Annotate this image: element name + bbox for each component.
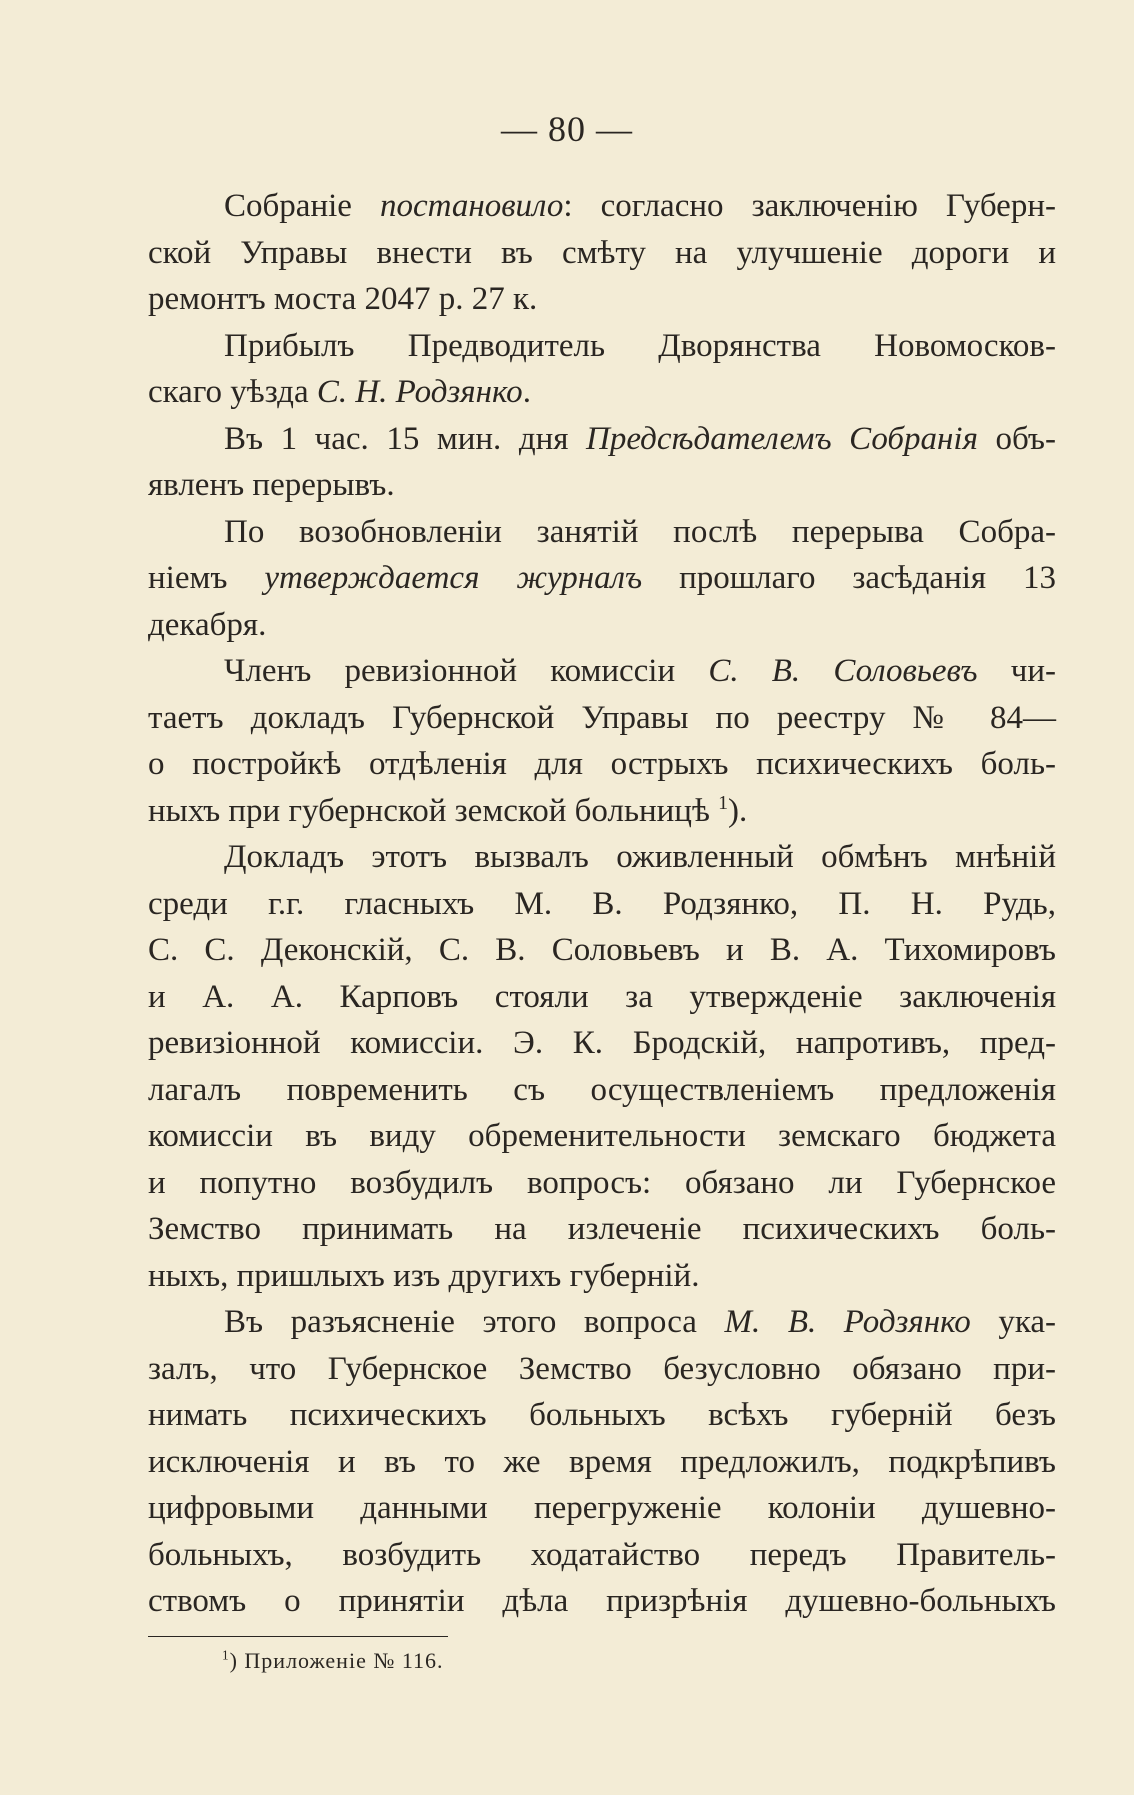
text-line <box>148 834 1056 881</box>
text-line <box>148 1067 1056 1114</box>
text-run: Собраніе <box>224 188 380 224</box>
text-line <box>148 741 1056 788</box>
text-line <box>148 1253 1056 1300</box>
text-line <box>148 1020 1056 1067</box>
text-run: ской Управы внести въ смѣту на улучшеніе дороги и <box>148 234 1056 271</box>
body-text <box>148 183 1056 1625</box>
text-line <box>148 881 1056 928</box>
text-run: Въ 1 час. 15 мин. дня <box>224 420 587 457</box>
text-line <box>148 788 1056 835</box>
text-line <box>148 1346 1056 1393</box>
text-run: среди г.г. гласныхъ М. В. Родзянко, П. Н. Рудь, <box>148 885 1056 922</box>
text-run: ука- <box>970 1304 1057 1340</box>
text-line <box>148 1392 1056 1439</box>
text-run: больныхъ, возбудить ходатайство передъ Правитель- <box>148 1536 1056 1573</box>
text-run: прошлаго засѣданія 13 <box>642 560 1056 596</box>
text-line <box>148 648 1056 695</box>
text-line <box>148 509 1056 556</box>
text-run: о постройкѣ отдѣленія для острыхъ психическихъ боль- <box>148 746 1056 782</box>
text-run: ніемъ <box>148 560 265 596</box>
text-run: Земство принимать на излеченіе психическихъ боль- <box>148 1211 1056 1247</box>
text-line <box>148 183 1056 230</box>
text-run: По возобновленіи занятій послѣ перерыва Собра- <box>224 513 1056 550</box>
italic-text: С. В. Соловьевъ <box>708 653 978 689</box>
footnote-ref: 1 <box>718 791 729 814</box>
text-line <box>148 1439 1056 1486</box>
text-run: декабря. <box>148 606 267 643</box>
text-run: залъ, что Губернское Земство безусловно обязано при- <box>148 1350 1056 1387</box>
text-run: объ- <box>977 420 1056 457</box>
text-line <box>148 462 1056 509</box>
text-line <box>148 974 1056 1021</box>
italic-text: Предсѣдателемъ Собранія <box>586 420 978 457</box>
text-line <box>148 1113 1056 1160</box>
text-run: таетъ докладъ Губернской Управы по реестру № 84— <box>148 699 1056 736</box>
text-run: : согласно заключенію Губерн- <box>563 188 1056 224</box>
text-run: цифровыми данными перегруженіе колоніи душевно- <box>148 1490 1056 1526</box>
text-line <box>148 695 1056 742</box>
text-line <box>148 276 1056 323</box>
italic-text: постановило <box>379 188 564 224</box>
text-run: нимать психическихъ больныхъ всѣхъ губерній безъ <box>148 1397 1056 1433</box>
text-line <box>148 927 1056 974</box>
text-run: С. С. Деконскій, С. В. Соловьевъ и В. А. Тихомировъ <box>148 932 1056 968</box>
text-run: ствомъ о принятіи дѣла призрѣнія душевно-больныхъ <box>148 1583 1056 1619</box>
footnote-divider <box>148 1636 448 1637</box>
text-run: лагалъ повременить съ осуществленіемъ предложенія <box>148 1071 1056 1108</box>
italic-text: М. В. Родзянко <box>724 1304 971 1340</box>
text-run: исключенія и въ то же время предложилъ, подкрѣпивъ <box>148 1443 1056 1480</box>
text-run: комиссіи въ виду обременительности земскаго бюджета <box>148 1118 1056 1154</box>
text-line <box>148 230 1056 277</box>
text-run: Членъ ревизіонной комиссіи <box>224 653 709 689</box>
text-line <box>148 1532 1056 1579</box>
text-line <box>148 1160 1056 1207</box>
text-run: Докладъ этотъ вызвалъ оживленный обмѣнъ мнѣній <box>224 839 1056 875</box>
text-run: Прибылъ Предводитель Дворянства Новомосков- <box>224 327 1056 364</box>
text-run: скаго уѣзда <box>148 374 317 410</box>
italic-text: утверждается журналъ <box>264 560 643 596</box>
text-line <box>148 1299 1056 1346</box>
text-run: ревизіонной комиссіи. Э. К. Бродскій, напротивъ, пред- <box>148 1025 1056 1061</box>
text-run: ремонтъ моста 2047 р. 27 к. <box>148 281 538 317</box>
text-run: и попутно возбудилъ вопросъ: обязано ли Губернское <box>148 1164 1056 1201</box>
text-run: ныхъ, пришлыхъ изъ другихъ губерній. <box>148 1257 700 1294</box>
text-run: явленъ перерывъ. <box>148 467 395 503</box>
text-line <box>148 1206 1056 1253</box>
text-run: и А. А. Карповъ стояли за утвержденіе заключенія <box>148 978 1056 1015</box>
text-line <box>148 416 1056 463</box>
text-line <box>148 323 1056 370</box>
text-line <box>148 602 1056 649</box>
text-run: Въ разъясненіе этого вопроса <box>224 1304 725 1340</box>
text-line <box>148 555 1056 602</box>
text-run: чи- <box>977 653 1056 689</box>
text-line <box>148 1485 1056 1532</box>
footnote-text: ) Приложеніе № 116. <box>229 1648 444 1673</box>
text-line <box>148 1578 1056 1625</box>
italic-text: С. Н. Родзянко <box>316 374 523 410</box>
text-run: . <box>522 374 531 410</box>
page-number: — 80 — <box>501 109 633 149</box>
text-run: ныхъ при губернской земской больницѣ <box>148 792 719 829</box>
footnote <box>222 1648 444 1674</box>
footnote-marker: 1 <box>222 1647 230 1663</box>
text-run: ). <box>728 792 748 829</box>
text-line <box>148 369 1056 416</box>
